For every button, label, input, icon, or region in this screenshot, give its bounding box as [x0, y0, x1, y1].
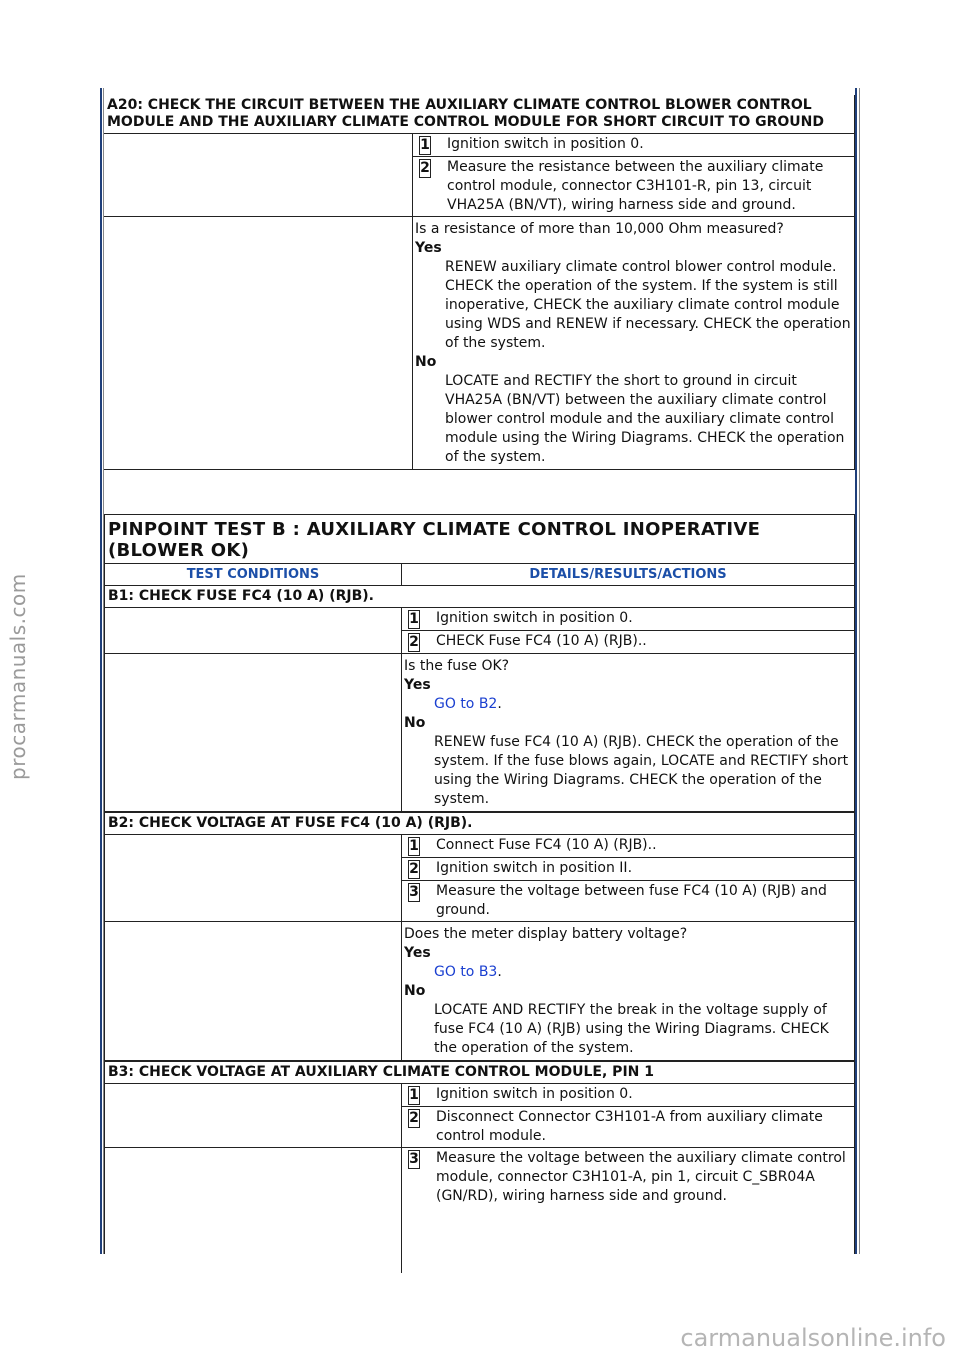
a20-heading: A20: CHECK THE CIRCUIT BETWEEN THE AUXILIARY CLIMATE CONTROL BLOWER CONTROL MODULE AND THE AUXILIARY CLIMATE CONTROL MODULE FOR SHORT CIRCUIT TO GROUND [104, 95, 854, 134]
a20-steps-row [104, 134, 854, 217]
b2-result-cell [402, 922, 854, 1060]
b2-yes-line [404, 963, 852, 982]
a20-question: Is a resistance of more than 10,000 Ohm measured? [415, 221, 784, 237]
b2-step [402, 858, 854, 881]
b3-step3-empty-cell [105, 1148, 402, 1273]
b1-yes-after: . [497, 696, 502, 712]
step-text: Measure the resistance between the auxiliary climate control module, connector C3H101-R, pin 13, circuit VHA25A (BN/VT), wiring harness side and ground. [447, 159, 824, 213]
b3-steps-row [105, 1084, 854, 1148]
go-to-b2-link[interactable]: GO to B2 [434, 696, 498, 712]
step-text: Connect Fuse FC4 (10 A) (RJB).. [436, 837, 657, 853]
b2-heading: B2: CHECK VOLTAGE AT FUSE FC4 (10 A) (RJB). [105, 812, 854, 835]
b1-result-empty-cell [105, 654, 402, 811]
step-number: 3 [409, 1151, 419, 1167]
b2-result-empty-cell [105, 922, 402, 1060]
step-text: Measure the voltage between the auxiliary climate control module, connector C3H101-A, pin 1, circuit C_SBR04A (GN/RD), wiring harness side and ground. [436, 1150, 846, 1204]
b1-result-row [105, 654, 854, 812]
b3-step3-row [105, 1148, 854, 1273]
page-rule-right-inner [859, 88, 860, 1254]
b1-yes-line [404, 695, 852, 714]
a20-test-conditions-cell [104, 134, 413, 216]
a20-result-empty-cell [104, 217, 413, 469]
b1-no-label: No [404, 715, 426, 731]
step-number: 1 [409, 838, 419, 854]
a20-no-label: No [415, 354, 437, 370]
b3-heading: B3: CHECK VOLTAGE AT AUXILIARY CLIMATE CONTROL MODULE, PIN 1 [105, 1061, 854, 1084]
footer-watermark: carmanualsonline.info [680, 1324, 946, 1352]
go-to-b3-link[interactable]: GO to B3 [434, 964, 498, 980]
step-number: 2 [409, 861, 419, 877]
step-text: Measure the voltage between fuse FC4 (10 A) (RJB) and ground. [436, 883, 827, 918]
step-text: Ignition switch in position 0. [436, 1086, 633, 1102]
step-text: Ignition switch in position II. [436, 860, 633, 876]
b2-step [402, 835, 854, 858]
b2-no-label: No [404, 983, 426, 999]
b3-step3-cell [402, 1148, 854, 1273]
step-number: 1 [409, 1087, 419, 1103]
b1-yes-label: Yes [404, 677, 431, 693]
pinpoint-test-b-table [104, 514, 855, 1254]
col-test-conditions: TEST CONDITIONS [105, 564, 402, 585]
page-rule-left [100, 88, 102, 1254]
b2-result-row [105, 922, 854, 1061]
b1-question: Is the fuse OK? [404, 658, 510, 674]
a20-steps-cell [413, 134, 854, 216]
a20-result-cell [413, 217, 854, 469]
b2-question: Does the meter display battery voltage? [404, 926, 688, 942]
step-text: CHECK Fuse FC4 (10 A) (RJB).. [436, 633, 647, 649]
step-number: 2 [420, 160, 430, 176]
b1-steps-cell [402, 608, 854, 653]
b3-test-conditions-cell [105, 1084, 402, 1147]
b2-step [402, 881, 854, 921]
step-text: Ignition switch in position 0. [436, 610, 633, 626]
b2-yes-label: Yes [404, 945, 431, 961]
b1-no-text: RENEW fuse FC4 (10 A) (RJB). CHECK the operation of the system. If the fuse blows again, LOCATE and RECTIFY short using the Wiring Diagrams. CHECK the operation of the system. [434, 734, 849, 807]
a20-no-text: LOCATE and RECTIFY the short to ground in circuit VHA25A (BN/VT) between the auxiliary climate control blower control module and the auxiliary climate control module using the Wiring Diagrams. CHECK the operation of the system. [445, 373, 845, 465]
b3-steps-cell [402, 1084, 854, 1147]
b3-step [402, 1148, 854, 1207]
b2-steps-cell [402, 835, 854, 921]
step-number: 1 [409, 611, 419, 627]
b1-result-cell [402, 654, 854, 811]
step-number: 2 [409, 634, 419, 650]
b3-step [402, 1084, 854, 1107]
a20-section [104, 95, 855, 470]
step-text: Disconnect Connector C3H101-A from auxiliary climate control module. [436, 1109, 823, 1144]
a20-step [413, 134, 854, 157]
a20-yes-label: Yes [415, 240, 442, 256]
b1-test-conditions-cell [105, 608, 402, 653]
b2-test-conditions-cell [105, 835, 402, 921]
b1-step [402, 631, 854, 653]
step-number: 3 [409, 884, 419, 900]
b1-step [402, 608, 854, 631]
b1-heading: B1: CHECK FUSE FC4 (10 A) (RJB). [105, 586, 854, 608]
step-number: 1 [420, 137, 430, 153]
watermark-side: procarmanuals.com [6, 573, 30, 780]
a20-yes-text: RENEW auxiliary climate control blower control module. CHECK the operation of the system. If the system is still inoperative, CHECK the auxiliary climate control module using WDS and RENEW if necessary. CHECK the operation of the system. [445, 259, 851, 351]
a20-step [413, 157, 854, 216]
b3-step [402, 1107, 854, 1147]
b2-steps-row [105, 835, 854, 922]
col-details: DETAILS/RESULTS/ACTIONS [529, 567, 727, 582]
b1-steps-row [105, 608, 854, 654]
table-header-row [105, 564, 854, 586]
b2-yes-after: . [497, 964, 502, 980]
a20-result-row [104, 217, 854, 469]
step-number: 2 [409, 1110, 419, 1126]
step-text: Ignition switch in position 0. [447, 136, 644, 152]
pinpoint-title: PINPOINT TEST B : AUXILIARY CLIMATE CONTROL INOPERATIVE (BLOWER OK) [105, 515, 854, 564]
page-rule-right [855, 88, 857, 1254]
b2-no-text: LOCATE AND RECTIFY the break in the voltage supply of fuse FC4 (10 A) (RJB) using the Wiring Diagrams. CHECK the operation of the system. [434, 1002, 829, 1056]
